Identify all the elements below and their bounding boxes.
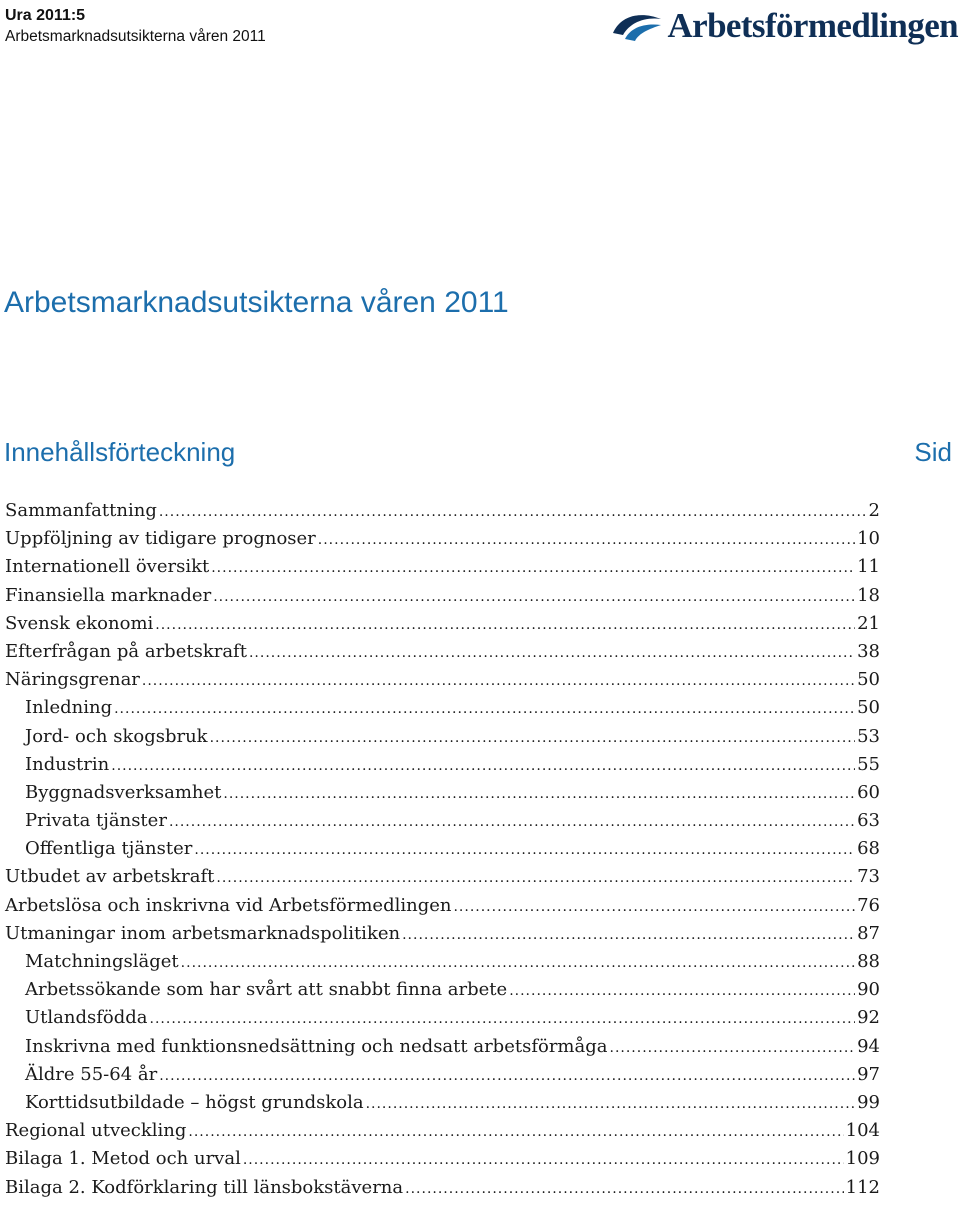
toc-leader-dots	[249, 645, 855, 661]
toc-leader-dots	[114, 701, 855, 717]
toc-entry-label: Utbudet av arbetskraft	[5, 866, 215, 888]
arbetsformedlingen-logo	[611, 4, 958, 48]
toc-entry[interactable]	[5, 895, 880, 923]
toc-entry-label: Svensk ekonomi	[5, 612, 154, 634]
toc-leader-dots	[111, 758, 855, 774]
toc-entry-page: 73	[857, 866, 880, 888]
toc-entry-page: 87	[857, 922, 880, 944]
toc-leader-dots	[610, 1040, 856, 1056]
toc-entry-page: 97	[857, 1063, 880, 1085]
toc-entry-page: 18	[857, 584, 880, 606]
toc-leader-dots	[150, 1011, 856, 1027]
toc-entry-label: Utlandsfödda	[25, 1007, 148, 1029]
toc-entry[interactable]	[5, 923, 880, 951]
toc-entry[interactable]	[5, 1007, 880, 1035]
toc-entry[interactable]	[5, 810, 880, 838]
toc-entry-page: 50	[857, 697, 880, 719]
toc-entry-label: Matchningsläget	[25, 951, 179, 972]
toc-entry-label: Inledning	[25, 697, 113, 719]
table-of-contents	[5, 500, 880, 1205]
toc-entry[interactable]	[5, 641, 880, 669]
toc-leader-dots	[366, 1096, 856, 1112]
toc-leader-dots	[142, 673, 855, 689]
toc-entry-label: Arbetssökande som har svårt att snabbt finna arbete	[25, 979, 508, 1001]
toc-leader-dots	[159, 504, 867, 520]
toc-entry-page: 53	[857, 725, 880, 747]
toc-entry-label: Efterfrågan på arbetskraft	[5, 640, 247, 662]
toc-leader-dots	[216, 870, 855, 886]
report-subtitle: Arbetsmarknadsutsikterna våren 2011	[5, 28, 266, 45]
toc-entry[interactable]	[5, 669, 880, 697]
toc-leader-dots	[213, 589, 855, 605]
toc-entry-label: Industrin	[25, 753, 110, 775]
toc-entry[interactable]	[5, 951, 880, 979]
toc-entry[interactable]	[5, 866, 880, 894]
toc-entry[interactable]	[5, 782, 880, 810]
toc-entry-page: 76	[857, 894, 880, 916]
toc-leader-dots	[453, 899, 855, 915]
toc-entry-page: 63	[857, 810, 880, 832]
page-title: Arbetsmarknadsutsikterna våren 2011	[4, 286, 509, 319]
toc-page-heading: Sid	[914, 437, 952, 467]
toc-entry-page: 109	[845, 1148, 880, 1170]
toc-entry-page: 90	[857, 979, 880, 1001]
toc-leader-dots	[155, 617, 855, 633]
toc-leader-dots	[243, 1152, 844, 1168]
toc-entry-page: 99	[857, 1091, 880, 1113]
toc-entry-page: 10	[857, 528, 880, 550]
toc-entry-page: 38	[857, 640, 880, 662]
toc-leader-dots	[194, 842, 855, 858]
toc-entry-page: 68	[857, 838, 880, 860]
toc-leader-dots	[402, 927, 855, 943]
report-header	[5, 6, 266, 48]
toc-entry-label: Bilaga 1. Metod och urval	[5, 1148, 241, 1170]
toc-entry[interactable]	[5, 754, 880, 782]
toc-entry[interactable]	[5, 528, 880, 556]
logo-text: Arbetsförmedlingen	[667, 6, 958, 45]
toc-entry-label: Uppföljning av tidigare prognoser	[5, 528, 316, 550]
toc-entry-label: Sammanfattning	[5, 500, 157, 521]
toc-entry-label: Regional utveckling	[5, 1120, 187, 1142]
toc-entry-label: Inskrivna med funktionsnedsättning och nedsatt arbetsförmåga	[25, 1035, 608, 1057]
toc-leader-dots	[188, 1124, 843, 1140]
toc-entry-page: 50	[857, 669, 880, 691]
toc-leader-dots	[211, 560, 855, 576]
toc-leader-dots	[405, 1181, 844, 1197]
toc-entry-page: 112	[845, 1176, 880, 1198]
toc-entry[interactable]	[5, 1120, 880, 1148]
toc-entry[interactable]	[5, 613, 880, 641]
toc-entry-label: Näringsgrenar	[5, 669, 140, 691]
toc-leader-dots	[159, 1068, 855, 1084]
toc-entry[interactable]	[5, 979, 880, 1007]
toc-heading-row	[4, 436, 952, 468]
toc-entry-label: Jord- och skogsbruk	[25, 725, 208, 747]
toc-entry[interactable]	[5, 1064, 880, 1092]
toc-leader-dots	[318, 532, 855, 548]
toc-entry-page: 11	[857, 556, 880, 578]
toc-entry-page: 92	[857, 1007, 880, 1029]
toc-entry-label: Finansiella marknader	[5, 584, 212, 606]
toc-entry-label: Offentliga tjänster	[25, 838, 193, 860]
toc-entry-page: 55	[857, 753, 880, 775]
toc-entry[interactable]	[5, 500, 880, 528]
logo-mark-icon	[611, 9, 663, 43]
toc-entry-page: 60	[857, 781, 880, 803]
toc-entry[interactable]	[5, 585, 880, 613]
toc-entry[interactable]	[5, 726, 880, 754]
toc-entry-label: Privata tjänster	[25, 810, 167, 832]
toc-entry[interactable]	[5, 838, 880, 866]
toc-leader-dots	[509, 983, 855, 999]
toc-entry-label: Äldre 55-64 år	[25, 1063, 158, 1085]
toc-entry-label: Arbetslösa och inskrivna vid Arbetsförmedlingen	[5, 894, 452, 916]
toc-leader-dots	[223, 786, 855, 802]
toc-leader-dots	[169, 814, 855, 830]
toc-entry[interactable]	[5, 1092, 880, 1120]
toc-entry-label: Korttidsutbildade – högst grundskola	[25, 1091, 364, 1113]
toc-leader-dots	[210, 730, 856, 746]
toc-entry[interactable]	[5, 1036, 880, 1064]
toc-entry-label: Utmaningar inom arbetsmarknadspolitiken	[5, 922, 401, 944]
toc-entry-label: Byggnadsverksamhet	[25, 781, 222, 803]
toc-entry-page: 2	[868, 500, 880, 521]
toc-entry-label: Internationell översikt	[5, 556, 210, 578]
report-id: Ura 2011:5	[5, 7, 86, 24]
toc-entry-page: 104	[845, 1120, 880, 1142]
toc-entry[interactable]	[5, 697, 880, 725]
toc-entry[interactable]	[5, 1148, 880, 1176]
toc-entry-page: 88	[857, 951, 880, 972]
toc-leader-dots	[181, 955, 855, 971]
toc-heading: Innehållsförteckning	[4, 437, 236, 467]
toc-entry[interactable]	[5, 1177, 880, 1205]
toc-entry-page: 21	[857, 612, 880, 634]
toc-entry[interactable]	[5, 556, 880, 584]
toc-entry-label: Bilaga 2. Kodförklaring till länsbokstäverna	[5, 1176, 404, 1198]
toc-entry-page: 94	[857, 1035, 880, 1057]
